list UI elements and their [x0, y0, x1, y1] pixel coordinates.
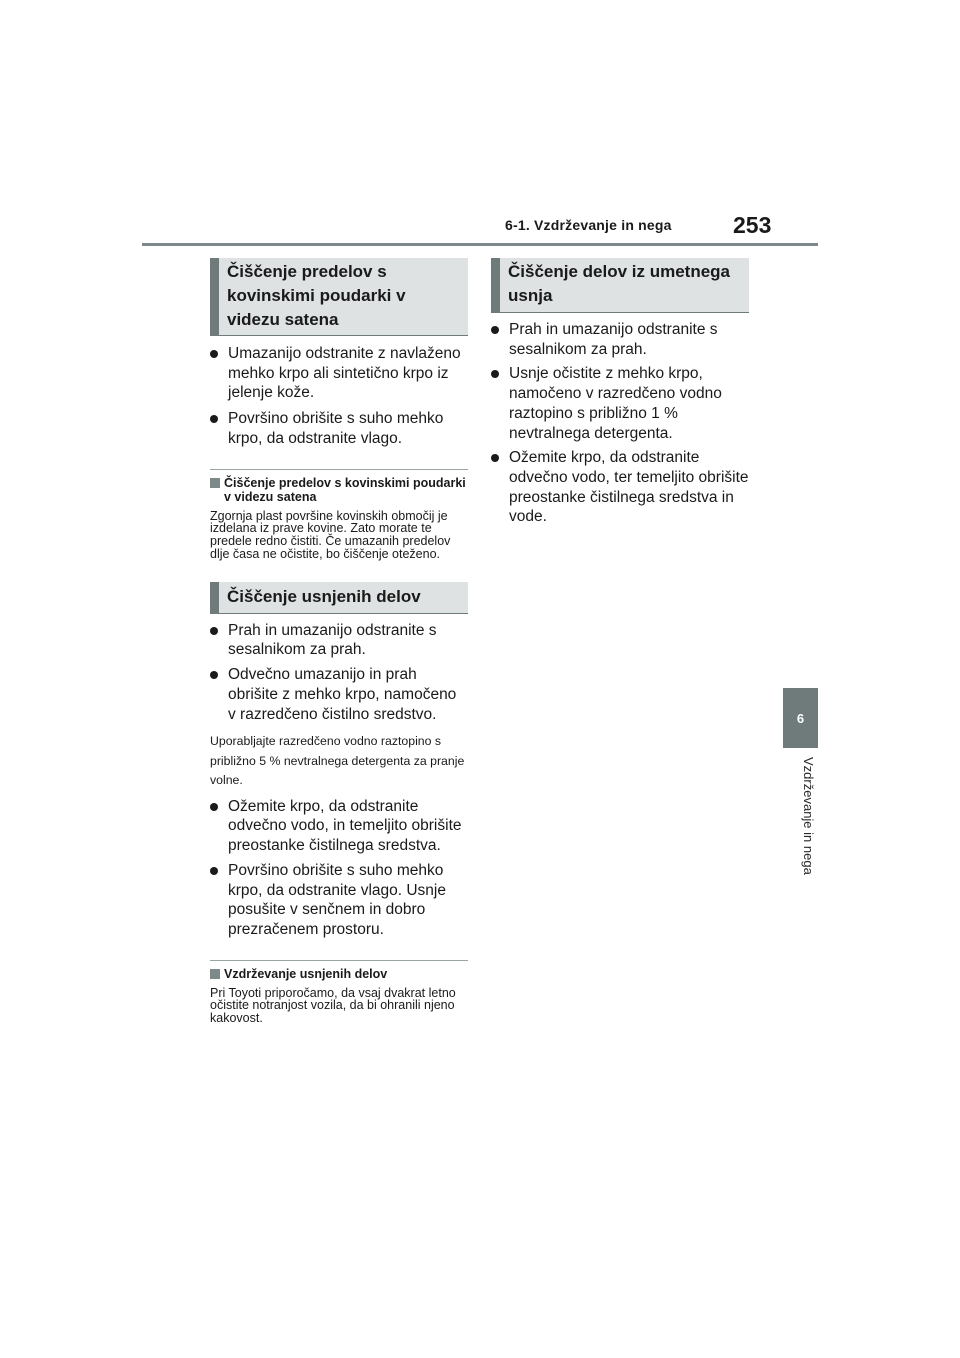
info-box-leather-care [210, 960, 468, 1025]
chapter-tab: 6 [783, 688, 818, 748]
info-box-satin-metal [210, 469, 468, 561]
bullet-dot-icon [491, 370, 499, 378]
left-column [210, 258, 468, 1025]
list-item [491, 448, 749, 527]
chapter-label: Vzdrževanje in nega [801, 757, 816, 875]
list-item-text: Odvečno umazanijo in prah obrišite z mehko krpo, namočeno v razredčeno čistilno sredstvo. [228, 666, 457, 723]
list-item [491, 320, 749, 359]
bullet-dot-icon [210, 671, 218, 679]
list-item [210, 665, 468, 724]
bullet-dot-icon [491, 454, 499, 462]
bullet-list-leather-b [210, 797, 468, 940]
info-title-text: Vzdrževanje usnjenih delov [224, 966, 388, 981]
info-body: Pri Toyoti priporočamo, da vsaj dvakrat letno očistite notranjost vozila, da bi ohranili njeno kakovost. [210, 985, 456, 1026]
section-heading-synthetic-leather: Čiščenje delov iz umetnega usnja [491, 258, 749, 313]
list-item-text: Površino obrišite s suho mehko krpo, da odstranite vlago. [228, 410, 444, 447]
list-item [210, 861, 468, 940]
list-item [210, 344, 468, 403]
list-item-text: Ožemite krpo, da odstranite odvečno vodo, in temeljito obrišite preostanke čistilnega sredstva. [228, 797, 462, 855]
list-item-text: Prah in umazanijo odstranite s sesalnikom za prah. [509, 321, 718, 358]
section-heading-satin-metal: Čiščenje predelov s kovinskimi poudarki v videzu satena [210, 258, 468, 336]
bullet-list-satin-metal [210, 344, 468, 449]
header-rule [142, 243, 818, 246]
info-body: Zgornja plast površine kovinskih območij je izdelana iz prave kovine. Zato morate te predele redno čistiti. Če umazanih predelov dlje časa ne očistite, bo čiščenje oteženo. [210, 508, 451, 561]
bullet-dot-icon [210, 415, 218, 423]
list-item-text: Površino obrišite s suho mehko krpo, da odstranite vlago. Usnje posušite v senčnem in dobro prezračenem prostoru. [228, 861, 446, 938]
section-heading-leather: Čiščenje usnjenih delov [210, 582, 468, 614]
list-item-text: Usnje očistite z mehko krpo, namočeno v razredčeno vodno raztopino s približno 1 % nevtralnega detergenta. [509, 365, 722, 442]
list-item [210, 409, 468, 448]
bullet-dot-icon [210, 627, 218, 635]
bullet-list-leather-a [210, 621, 468, 725]
note-text: Uporabljajte razredčeno vodno raztopino s približno 5 % nevtralnega detergenta za pranje volne. [210, 734, 465, 788]
list-item-text: Umazanijo odstranite z navlaženo mehko krpo ali sintetično krpo iz jelenje kože. [228, 345, 461, 402]
square-bullet-icon [210, 969, 220, 979]
list-item [210, 797, 468, 856]
bullet-dot-icon [210, 350, 218, 358]
bullet-list-synthetic-leather [491, 320, 749, 527]
list-item [491, 364, 749, 443]
list-item [210, 621, 468, 660]
section-header-text: 6-1. Vzdrževanje in nega [505, 217, 672, 233]
info-title-text: Čiščenje predelov s kovinskimi poudarki v videzu satena [224, 475, 466, 504]
page-number: 253 [733, 212, 772, 238]
bullet-dot-icon [210, 867, 218, 875]
list-item-text: Prah in umazanijo odstranite s sesalnikom za prah. [228, 621, 437, 659]
list-item-text: Ožemite krpo, da odstranite odvečno vodo, ter temeljito obrišite preostanke čistilnega sredstva in vode. [509, 449, 749, 526]
info-title [210, 476, 468, 504]
bullet-dot-icon [491, 326, 499, 334]
right-column [491, 258, 749, 527]
info-title [210, 967, 468, 981]
square-bullet-icon [210, 478, 220, 488]
bullet-dot-icon [210, 803, 218, 811]
